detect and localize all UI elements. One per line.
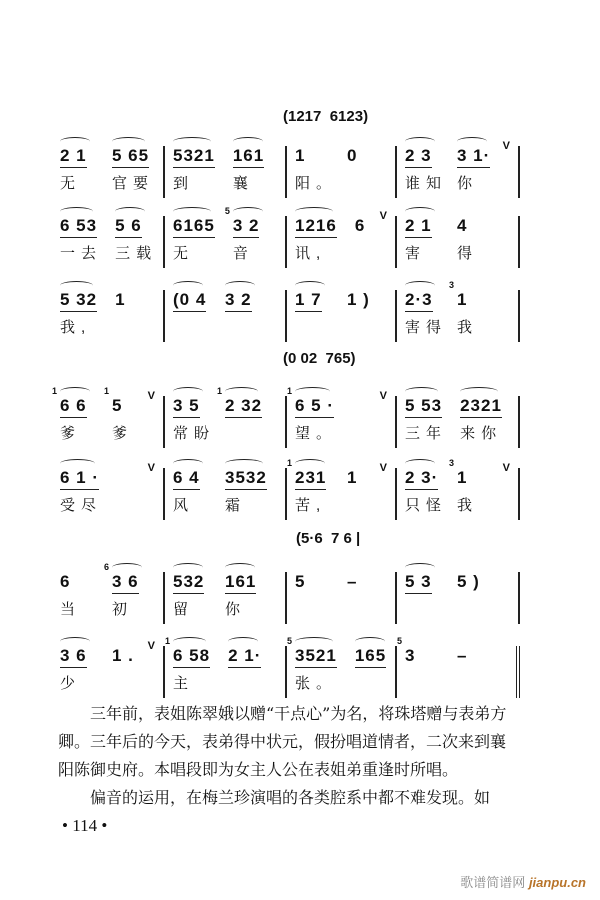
slur-mark bbox=[112, 137, 145, 146]
lyric: 阳。 bbox=[295, 175, 338, 192]
grace-note: 1 bbox=[165, 636, 171, 646]
note-group bbox=[397, 636, 439, 698]
measure bbox=[165, 636, 287, 698]
notes: 2 1 bbox=[60, 146, 87, 168]
note-group bbox=[112, 646, 146, 698]
notes: 5 32 bbox=[60, 290, 97, 312]
slur-mark bbox=[295, 207, 333, 216]
note-group bbox=[405, 396, 448, 448]
note-group bbox=[355, 646, 389, 698]
lyric: 我 bbox=[457, 319, 479, 336]
note-group bbox=[233, 146, 267, 198]
notes: 2·3 bbox=[405, 290, 433, 312]
notes: 1 bbox=[457, 290, 468, 309]
note-group bbox=[115, 290, 149, 342]
watermark-site: 歌谱简谱网 bbox=[460, 875, 526, 890]
watermark bbox=[460, 872, 586, 891]
lyric: 留 bbox=[173, 601, 195, 618]
notes: 1 bbox=[457, 468, 468, 487]
score-row bbox=[52, 386, 520, 448]
slur-mark bbox=[60, 459, 95, 468]
text-line: 偏音的运用，在梅兰珍演唱的各类腔系中都不难发现。如 bbox=[90, 788, 491, 807]
lyric: 少 bbox=[60, 675, 82, 692]
grace-note: 5 bbox=[287, 636, 293, 646]
note-group bbox=[60, 646, 94, 698]
notes: 1 . bbox=[112, 646, 134, 665]
notes: 5 53 bbox=[405, 396, 442, 418]
note-group bbox=[224, 206, 267, 268]
notes: 6 5 · bbox=[295, 396, 334, 418]
notes: 2 3 bbox=[405, 146, 432, 168]
lyric: 受尽 bbox=[60, 497, 103, 514]
notes: 1 ) bbox=[347, 290, 370, 309]
score-row bbox=[58, 636, 520, 698]
lyric: 无 bbox=[173, 245, 195, 262]
lyric: 三载 bbox=[115, 245, 158, 262]
slur-mark bbox=[295, 281, 325, 290]
grace-note: 3 bbox=[449, 458, 455, 468]
breath-mark: V bbox=[147, 390, 155, 402]
notes: 231 bbox=[295, 468, 326, 490]
lyric: 我, bbox=[60, 319, 92, 336]
slur-mark bbox=[60, 637, 90, 646]
lyric: 无 bbox=[60, 175, 82, 192]
measure bbox=[165, 468, 287, 520]
note-group bbox=[347, 468, 381, 520]
note-group bbox=[405, 146, 448, 198]
note-group bbox=[104, 386, 146, 448]
lyric: 你 bbox=[457, 175, 479, 192]
note-group bbox=[173, 572, 207, 624]
note-group bbox=[405, 572, 439, 624]
lyric: 得 bbox=[457, 245, 479, 262]
note-group bbox=[347, 146, 381, 198]
note-group bbox=[347, 572, 381, 624]
notes: – bbox=[347, 572, 358, 591]
notes: 3 2 bbox=[233, 216, 260, 238]
notes: 6 6 bbox=[60, 396, 87, 418]
lyric: 害 bbox=[405, 245, 427, 262]
notes: 1 bbox=[295, 146, 306, 165]
slur-mark bbox=[115, 207, 145, 216]
note-group bbox=[347, 290, 381, 342]
notes: 2321 bbox=[460, 396, 502, 418]
notes: 0 bbox=[347, 146, 358, 165]
slur-mark bbox=[225, 387, 258, 396]
lyric: 讯, bbox=[295, 245, 327, 262]
slur-mark bbox=[173, 387, 203, 396]
note-group bbox=[165, 636, 211, 698]
slur-mark bbox=[233, 207, 263, 216]
measure bbox=[287, 290, 397, 342]
notes: 1 bbox=[115, 290, 126, 309]
note-group bbox=[295, 146, 338, 198]
slur-mark bbox=[457, 137, 487, 146]
note-group bbox=[60, 572, 94, 624]
lyric: 爹 bbox=[112, 425, 134, 442]
note-group bbox=[52, 386, 94, 448]
measure bbox=[165, 146, 287, 198]
slur-mark bbox=[405, 207, 435, 216]
measure bbox=[287, 210, 397, 268]
note-group bbox=[295, 216, 337, 268]
notes: 5 bbox=[295, 572, 306, 591]
lyric: 我 bbox=[457, 497, 479, 514]
text-line: 阳陈御史府。本唱段即为女主人公在表姐弟重逢时所唱。 bbox=[58, 760, 459, 779]
note-group bbox=[457, 216, 491, 268]
notes: 161 bbox=[225, 572, 256, 594]
notes: 3 2 bbox=[225, 290, 252, 312]
slur-mark bbox=[228, 637, 258, 646]
score-row bbox=[58, 458, 520, 520]
lyric: 爹 bbox=[60, 425, 82, 442]
grace-note: 6 bbox=[104, 562, 110, 572]
notes: 6 53 bbox=[60, 216, 97, 238]
measure bbox=[165, 290, 287, 342]
measure bbox=[287, 572, 397, 624]
note-group bbox=[287, 636, 338, 698]
measure bbox=[165, 572, 287, 624]
notes: 5 6 bbox=[115, 216, 142, 238]
lyric: 害得 bbox=[405, 319, 448, 336]
score-row bbox=[58, 562, 520, 624]
lyric: 襄 bbox=[232, 175, 254, 192]
note-group bbox=[173, 396, 216, 448]
grace-note: 1 bbox=[52, 386, 58, 396]
measure bbox=[397, 140, 520, 198]
slur-mark bbox=[460, 387, 498, 396]
notes: 165 bbox=[355, 646, 386, 668]
slur-mark bbox=[355, 637, 385, 646]
slur-mark bbox=[173, 563, 203, 572]
notes: 2 3· bbox=[405, 468, 438, 490]
notes: 4 bbox=[457, 216, 468, 235]
lyric: 来你 bbox=[460, 425, 503, 442]
score-row bbox=[58, 140, 520, 198]
note-group bbox=[355, 216, 389, 268]
lyric: 只怪 bbox=[405, 497, 448, 514]
measure bbox=[397, 572, 520, 624]
slur-mark bbox=[405, 137, 435, 146]
instrumental-intro: (1217 6123) bbox=[283, 108, 369, 125]
slur-mark bbox=[60, 207, 93, 216]
notes: 3 bbox=[405, 646, 416, 665]
grace-note: 1 bbox=[287, 458, 293, 468]
note-group bbox=[295, 290, 329, 342]
slur-mark bbox=[405, 563, 435, 572]
note-group bbox=[405, 290, 448, 342]
note-group bbox=[173, 216, 215, 268]
measure bbox=[58, 640, 165, 698]
measure bbox=[58, 216, 165, 268]
slur-mark bbox=[60, 281, 93, 290]
measure bbox=[165, 386, 287, 448]
measure bbox=[58, 146, 165, 198]
lyric: 到 bbox=[173, 175, 195, 192]
notes: 1216 bbox=[295, 216, 337, 238]
notes: 6 58 bbox=[173, 646, 210, 668]
note-group bbox=[60, 468, 103, 520]
note-group bbox=[60, 146, 94, 198]
slur-mark bbox=[405, 281, 435, 290]
note-group bbox=[449, 458, 491, 520]
notes: 6 4 bbox=[173, 468, 200, 490]
grace-note: 1 bbox=[287, 386, 293, 396]
slur-mark bbox=[225, 563, 255, 572]
note-group bbox=[60, 290, 97, 342]
notes: 5321 bbox=[173, 146, 215, 168]
note-group bbox=[457, 646, 491, 698]
measure bbox=[287, 458, 397, 520]
breath-mark: V bbox=[147, 640, 155, 652]
instrumental-intro: (5·6 7 6 | bbox=[296, 530, 361, 547]
measure bbox=[397, 216, 520, 268]
slur-mark bbox=[405, 459, 435, 468]
slur-mark bbox=[233, 137, 263, 146]
measure bbox=[58, 462, 165, 520]
watermark-url: jianpu.cn bbox=[528, 875, 586, 890]
notes: 161 bbox=[233, 146, 264, 168]
lyric: 苦, bbox=[295, 497, 327, 514]
note-group bbox=[287, 386, 338, 448]
measure bbox=[397, 636, 520, 698]
notes: 1 bbox=[347, 468, 358, 487]
notes: 3521 bbox=[295, 646, 337, 668]
breath-mark: V bbox=[379, 210, 387, 222]
text-line: 三年前，表姐陈翠娥以赠“干点心”为名，将珠塔赠与表弟方 bbox=[90, 704, 507, 723]
notes: 5 bbox=[112, 396, 123, 415]
lyric: 张。 bbox=[295, 675, 338, 692]
note-group bbox=[173, 468, 207, 520]
notes: 3532 bbox=[225, 468, 267, 490]
measure bbox=[287, 146, 397, 198]
note-group bbox=[173, 290, 207, 342]
note-group bbox=[449, 280, 491, 342]
measure bbox=[52, 386, 165, 448]
note-group bbox=[457, 572, 491, 624]
lyric: 谁知 bbox=[405, 175, 448, 192]
breath-mark: V bbox=[502, 462, 510, 474]
breath-mark: V bbox=[379, 390, 387, 402]
note-group bbox=[173, 146, 215, 198]
slur-mark bbox=[225, 281, 255, 290]
slur-mark bbox=[60, 387, 90, 396]
notes: (0 4 bbox=[173, 290, 206, 312]
notes: 2 1· bbox=[228, 646, 261, 668]
slur-mark bbox=[295, 637, 333, 646]
lyric: 一去 bbox=[60, 245, 103, 262]
notes: 2 32 bbox=[225, 396, 262, 418]
notes: 6 bbox=[60, 572, 71, 591]
score-row bbox=[58, 206, 520, 268]
text-line: 卿。三年后的今天，表弟得中状元，假扮唱道情者，二次来到襄 bbox=[58, 732, 507, 751]
notes: 532 bbox=[173, 572, 204, 594]
notes: 3 6 bbox=[112, 572, 139, 594]
note-group bbox=[112, 146, 155, 198]
notes: 5 3 bbox=[405, 572, 432, 594]
measure bbox=[58, 290, 165, 342]
breath-mark: V bbox=[379, 462, 387, 474]
measure bbox=[397, 458, 520, 520]
lyric: 望。 bbox=[295, 425, 338, 442]
grace-note: 1 bbox=[217, 386, 223, 396]
note-group bbox=[287, 458, 329, 520]
breath-mark: V bbox=[502, 140, 510, 152]
slur-mark bbox=[225, 459, 263, 468]
lyric: 常盼 bbox=[173, 425, 216, 442]
commentary-paragraph bbox=[58, 700, 548, 812]
slur-mark bbox=[173, 459, 203, 468]
grace-note: 1 bbox=[104, 386, 110, 396]
lyric: 风 bbox=[173, 497, 195, 514]
slur-mark bbox=[173, 637, 206, 646]
slur-mark bbox=[295, 459, 325, 468]
slur-mark bbox=[173, 137, 211, 146]
slur-mark bbox=[173, 281, 203, 290]
note-group bbox=[225, 468, 267, 520]
note-group bbox=[405, 216, 439, 268]
notes: 6 1 · bbox=[60, 468, 99, 490]
lyric: 官要 bbox=[112, 175, 155, 192]
notes: 5 ) bbox=[457, 572, 480, 591]
lyric: 音 bbox=[232, 245, 254, 262]
note-group bbox=[217, 386, 263, 448]
note-group bbox=[225, 572, 259, 624]
measure bbox=[165, 206, 287, 268]
page-number: • 114 • bbox=[62, 816, 108, 835]
slur-mark bbox=[295, 387, 330, 396]
grace-note: 3 bbox=[449, 280, 455, 290]
note-group bbox=[104, 562, 146, 624]
lyric: 主 bbox=[173, 675, 195, 692]
slur-mark bbox=[112, 563, 142, 572]
notes: 6 bbox=[354, 216, 366, 235]
lyric: 你 bbox=[225, 601, 247, 618]
grace-note: 5 bbox=[397, 636, 403, 646]
slur-mark bbox=[173, 207, 211, 216]
notes: 3 5 bbox=[173, 396, 200, 418]
grace-note: 5 bbox=[224, 206, 230, 216]
note-group bbox=[460, 396, 502, 448]
lyric: 初 bbox=[112, 601, 134, 618]
note-group bbox=[60, 216, 103, 268]
measure bbox=[287, 636, 397, 698]
instrumental-intro: (0 02 765) bbox=[283, 350, 356, 367]
slur-mark bbox=[60, 137, 90, 146]
lyric: 当 bbox=[60, 601, 82, 618]
measure bbox=[58, 562, 165, 624]
measure bbox=[397, 396, 520, 448]
note-group bbox=[225, 290, 259, 342]
note-group bbox=[295, 572, 329, 624]
notes: 6165 bbox=[173, 216, 215, 238]
slur-mark bbox=[405, 387, 438, 396]
notes: – bbox=[457, 646, 468, 665]
measure bbox=[287, 386, 397, 448]
score-row bbox=[58, 280, 520, 342]
notes: 1 7 bbox=[295, 290, 322, 312]
note-group bbox=[115, 216, 158, 268]
lyric: 霜 bbox=[225, 497, 247, 514]
notes: 3 6 bbox=[60, 646, 87, 668]
notes: 2 1 bbox=[405, 216, 432, 238]
note-group bbox=[405, 468, 448, 520]
measure bbox=[397, 280, 520, 342]
breath-mark: V bbox=[147, 462, 155, 474]
lyric: 三年 bbox=[405, 425, 448, 442]
note-group bbox=[228, 646, 262, 698]
note-group bbox=[457, 146, 491, 198]
notes: 5 65 bbox=[112, 146, 149, 168]
notes: 3 1· bbox=[457, 146, 490, 168]
